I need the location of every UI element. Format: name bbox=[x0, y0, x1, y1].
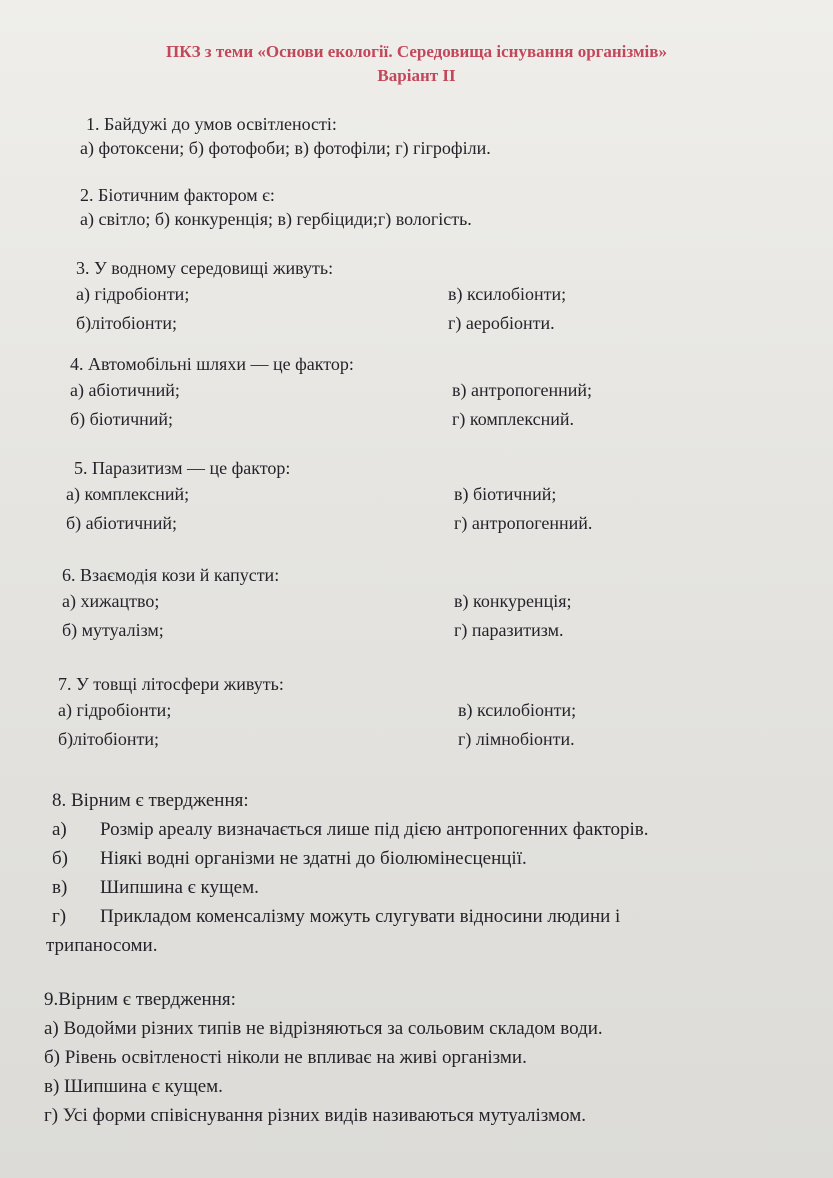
option-c: в) ксилобіонти; bbox=[448, 284, 567, 304]
question-title: 3. У водному середовищі живуть: bbox=[76, 258, 334, 278]
worksheet-title: ПКЗ з теми «Основи екології. Середовища існування організмів» bbox=[166, 42, 667, 61]
option-b: б) абіотичний; bbox=[66, 513, 178, 533]
question-1 bbox=[80, 112, 491, 160]
worksheet-variant: Варіант ІІ bbox=[377, 66, 456, 85]
statement-d: г) Прикладом коменсалізму можуть слугувати відносини людини і bbox=[52, 906, 621, 927]
option-c: в) конкуренція; bbox=[454, 591, 572, 611]
option-b: б) біотичний; bbox=[70, 409, 174, 429]
option-d: г) аеробіонти. bbox=[448, 313, 555, 333]
option-b: б) мутуалізм; bbox=[62, 620, 164, 640]
answer-options: а) світло; б) конкуренція; в) гербіциди;г) вологість. bbox=[80, 209, 472, 229]
question-title: 7. У товщі літосфери живуть: bbox=[58, 674, 284, 694]
question-4 bbox=[70, 352, 630, 434]
answer-options: а) фотоксени; б) фотофоби; в) фотофіли; г) гігрофіли. bbox=[80, 138, 491, 158]
question-6 bbox=[62, 563, 632, 645]
question-title: 2. Біотичним фактором є: bbox=[80, 185, 275, 205]
question-9 bbox=[44, 985, 824, 1130]
option-d: г) комплексний. bbox=[452, 409, 575, 429]
statement-a: а) Розмір ареалу визначається лише під дією антропогенних факторів. bbox=[52, 819, 649, 840]
option-a: а) абіотичний; bbox=[70, 380, 180, 400]
statement-b: б) Рівень освітленості ніколи не впливає на живі організми. bbox=[44, 1047, 527, 1068]
option-b: б)літобіонти; bbox=[58, 729, 160, 749]
statement-c: в) Шипшина є кущем. bbox=[52, 877, 259, 898]
option-a: а) хижацтво; bbox=[62, 591, 160, 611]
statement-c: в) Шипшина є кущем. bbox=[44, 1076, 223, 1097]
option-a: а) комплексний; bbox=[66, 484, 190, 504]
question-title: 5. Паразитизм — це фактор: bbox=[74, 458, 291, 478]
statement-d: г) Усі форми співіснування різних видів називаються мутуалізмом. bbox=[44, 1105, 586, 1126]
question-title: 4. Автомобільні шляхи — це фактор: bbox=[70, 354, 354, 374]
question-title: 1. Байдужі до умов освітленості: bbox=[86, 114, 337, 134]
statement-b: б) Ніякі водні організми не здатні до біолюмінесценції. bbox=[52, 848, 527, 869]
question-title: 8. Вірним є твердження: bbox=[52, 790, 249, 811]
question-8 bbox=[46, 786, 812, 960]
option-c: в) ксилобіонти; bbox=[458, 700, 577, 720]
statement-d-continuation: трипаносоми. bbox=[46, 935, 158, 956]
option-a: а) гідробіонти; bbox=[58, 700, 172, 720]
option-a: а) гідробіонти; bbox=[76, 284, 190, 304]
question-5 bbox=[66, 456, 636, 538]
statement-a: а) Водойми різних типів не відрізняються за сольовим складом води. bbox=[44, 1018, 603, 1039]
option-b: б)літобіонти; bbox=[76, 313, 178, 333]
option-d: г) паразитизм. bbox=[454, 620, 564, 640]
worksheet-header bbox=[0, 40, 833, 88]
question-title: 9.Вірним є твердження: bbox=[44, 989, 236, 1010]
question-2 bbox=[80, 183, 472, 231]
option-d: г) антропогенний. bbox=[454, 513, 593, 533]
question-3 bbox=[76, 256, 616, 338]
option-d: г) лімнобіонти. bbox=[458, 729, 575, 749]
question-title: 6. Взаємодія кози й капусти: bbox=[62, 565, 280, 585]
question-7 bbox=[58, 672, 638, 754]
option-c: в) антропогенний; bbox=[452, 380, 593, 400]
option-c: в) біотичний; bbox=[454, 484, 557, 504]
